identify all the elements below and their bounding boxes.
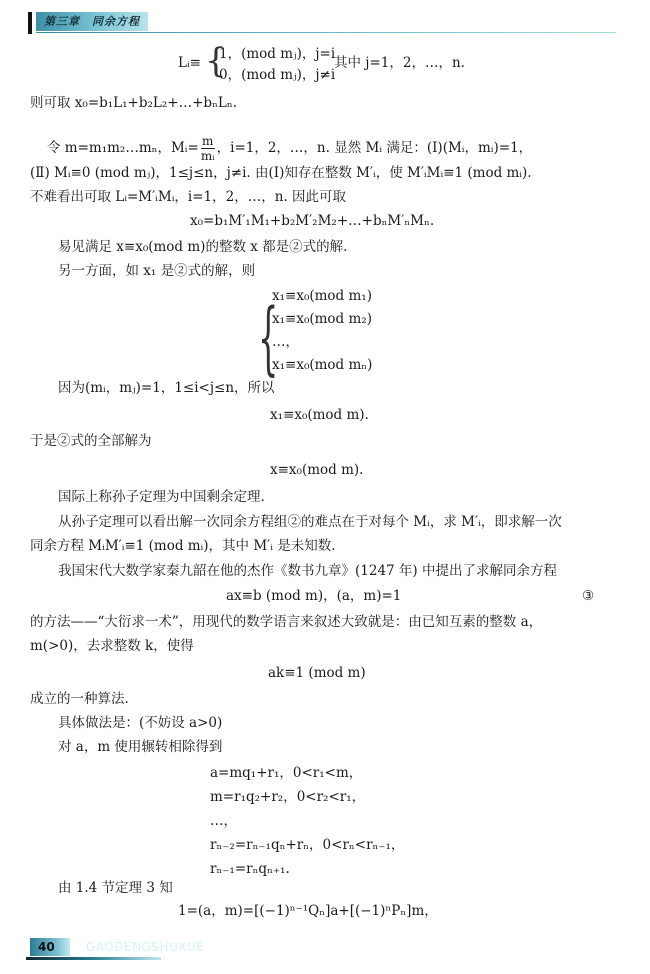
fraction [201, 134, 215, 163]
paragraph: (Ⅱ) Mᵢ≡0 (mod mⱼ)，1≤j≤n，j≠i. 由(Ⅰ)知存在整数 M′ᵢ，使 M′ᵢMᵢ≡1 (mod mᵢ). [30, 165, 532, 181]
eq-ak: ak≡1 (mod m) [268, 665, 366, 681]
eq-L-tail: 其中 j=1，2，…，n. [334, 55, 465, 71]
paragraph [47, 134, 532, 163]
paragraph: 具体做法是：(不妨设 a>0) [58, 715, 223, 731]
paragraph: 于是②式的全部解为 [30, 433, 152, 449]
eq-L-case-2: 0，(mod mⱼ)，j≠i [219, 67, 336, 83]
paragraph: 同余方程 MᵢM′ᵢ≡1 (mod mᵢ)，其中 M′ᵢ 是未知数. [30, 538, 336, 554]
paragraph: 从孙子定理可以看出解一次同余方程组②的难点在于对每个 Mᵢ，求 M′ᵢ，即求解一次 [58, 514, 562, 530]
header-marker-bar [28, 12, 32, 34]
eq-final: 1=(a，m)=[(−1)ⁿ⁻¹Qₙ]a+[(−1)ⁿPₙ]m， [178, 903, 438, 919]
footer-rule [26, 957, 161, 960]
paragraph: 另一方面，如 x₁ 是②式的解，则 [58, 263, 256, 279]
euclid-row: a=mq₁+r₁，0<r₁<m， [210, 765, 363, 781]
paragraph: 对 a，m 使用辗转相除得到 [58, 739, 223, 755]
chapter-title: 第三章 同余方程 [36, 12, 148, 31]
equation-label: ③ [582, 588, 595, 604]
left-brace-icon: { [258, 291, 279, 384]
paragraph: 国际上称孙子定理为中国剩余定理. [58, 489, 265, 505]
page-number: 40 [30, 938, 70, 956]
fraction-numerator: m [202, 134, 214, 148]
paragraph: 由 1.4 节定理 3 知 [58, 880, 173, 896]
system-row: x₁≡x₀(mod mₙ) [272, 357, 373, 373]
paragraph: 因为(mᵢ，mⱼ)=1，1≤i<j≤n，所以 [58, 380, 275, 396]
eq-x: x≡x₀(mod m). [270, 462, 364, 478]
running-footer-text: GAODENGSHUXUE [86, 940, 205, 954]
euclid-row: rₙ₋₂=rₙ₋₁qₙ+rₙ，0<rₙ<rₙ₋₁， [210, 837, 405, 853]
paragraph: 我国宋代大数学家秦九韶在他的杰作《数书九章》(1247 年) 中提出了求解同余方程 [58, 563, 557, 579]
system-row: x₁≡x₀(mod m₁) [272, 288, 372, 304]
eq-3: ax≡b (mod m)，(a，m)=1 [226, 588, 402, 604]
text: ，i=1，2，…，n. 显然 Mᵢ 满足：(Ⅰ)(Mᵢ，mᵢ)=1， [216, 140, 533, 156]
paragraph: 则可取 x₀=b₁L₁+b₂L₂+…+bₙLₙ. [30, 95, 238, 111]
fraction-denominator: mᵢ [200, 149, 215, 163]
euclid-row: m=r₁q₂+r₂，0<r₂<r₁， [210, 789, 366, 805]
eq-x0: x₀=b₁M′₁M₁+b₂M′₂M₂+…+bₙM′ₙMₙ. [190, 213, 435, 229]
eq-L-lhs: Lᵢ≡ [178, 55, 201, 71]
eq-L-case-1: 1，(mod mⱼ)，j=i [219, 46, 336, 62]
system-row: …， [272, 334, 299, 350]
paragraph: 的方法——“大衍求一术”，用现代的数学语言来叙述大致就是：由已知互素的整数 a， [30, 614, 543, 630]
paragraph: 易见满足 x≡x₀(mod m)的整数 x 都是②式的解. [58, 239, 348, 255]
system-row: x₁≡x₀(mod m₂) [272, 311, 372, 327]
euclid-row: …， [210, 813, 237, 829]
paragraph: 不难看出可取 Lᵢ=M′ᵢMᵢ，i=1，2，…，n. 因此可取 [30, 189, 347, 205]
header-rule [36, 32, 616, 33]
paragraph: m(>0)，去求整数 k，使得 [30, 638, 194, 654]
left-brace-icon: { [205, 41, 227, 81]
paragraph: 成立的一种算法. [30, 691, 129, 707]
eq-x1: x₁≡x₀(mod m). [270, 407, 369, 423]
euclid-row: rₙ₋₁=rₙqₙ₊₁. [210, 861, 290, 877]
text: 令 m=m₁m₂…mₙ，Mᵢ= [47, 140, 199, 156]
